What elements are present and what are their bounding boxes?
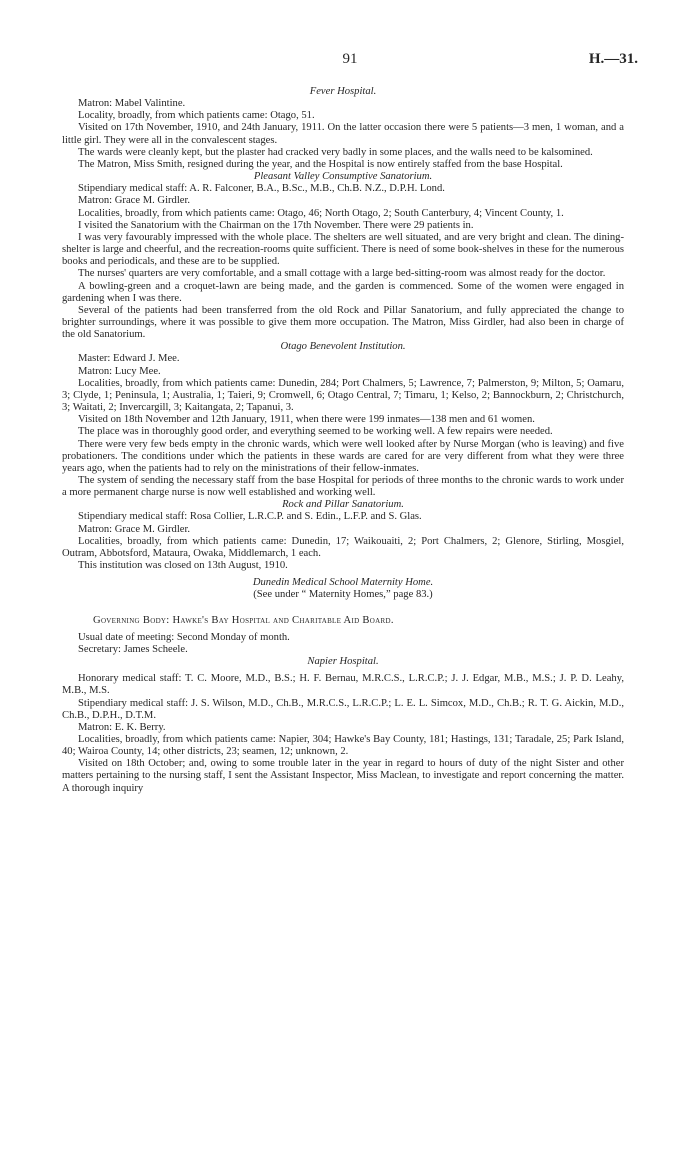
benevolent-heading: Otago Benevolent Institution. [280, 341, 406, 353]
pleasant-nurses: The nurses' quarters are very comfortable, and a small cottage with a large bed-sitting-room was almost ready for the doctor. [78, 268, 606, 280]
benevolent-localities: Localities, broadly, from which patients came: Dunedin, 284; Port Chalmers, 5; Lawrence, 7; Palmerston, 9; Milton, 5; Oamaru, 3; Clyde, 1; Peninsula, 1; Australia, 1; Taieri, 9; Cromwell, 6; Otago Central, 7; Timaru, 1; Kelso, 2; Bannockburn, 2; Christchurch, 3; Waitati, 2; Invercargill, 3; Kaitangata, 2; Tapanui, 3. [62, 377, 624, 414]
benevolent-beds: There were very few beds empty in the chronic wards, which were well looked after by Nurse Morgan (who is leaving) and five probationers. The conditions under which the patients in these wards are cared for are very different from what they were three years ago, when the patients had to rely on the ministrations of their fellow-inmates. [62, 438, 624, 474]
napier-honorary-staff: Honorary medical staff: T. C. Moore, M.D., B.S.; H. F. Bernau, M.R.C.S., L.R.C.P.; J. J. Edgar, M.B., M.S.; J. P. D. Leahy, M.B., M.S. [62, 673, 624, 697]
benevolent-system: The system of sending the necessary staff from the base Hospital for periods of three months to the chronic wards to work under a more permanent charge nurse is now well established and working well. [62, 475, 624, 499]
fever-hospital-heading: Fever Hospital. [309, 86, 377, 97]
fever-locality: Locality, broadly, from which patients came: Otago, 51. [78, 110, 315, 122]
pleasant-transferred: Several of the patients had been transferred from the old Rock and Pillar Sanatorium, and fully appreciated the change to brighter surroundings, where it was possible to give them more occupation. The Matron, Miss Girdler, had also been in charge of the old Sanatorium. [62, 304, 624, 341]
governing-body-heading: Governing Body: Hawke's Bay Hospital and Charitable Aid Board. [93, 614, 394, 626]
page-number: 91 [342, 51, 358, 67]
fever-visited: Visited on 17th November, 1910, and 24th January, 1911. On the latter occasion there were 5 patients—3 men, 1 woman, and a little girl. They were all in the convalescent stages. [62, 122, 624, 146]
rock-closed: This institution was closed on 13th August, 1910. [78, 560, 288, 572]
benevolent-master: Master: Edward J. Mee. [78, 353, 180, 365]
napier-localities: Localities, broadly, from which patients came: Napier, 304; Hawke's Bay County, 181; Hastings, 131; Taradale, 25; Park Island, 40; Wairoa County, 14; other districts, 23; seamen, 12; unknown, 2. [62, 733, 624, 758]
hawkes-secretary: Secretary: James Scheele. [78, 643, 188, 655]
pleasant-matron: Matron: Grace M. Girdler. [78, 195, 191, 207]
pleasant-valley-heading: Pleasant Valley Consumptive Sanatorium. [253, 171, 433, 183]
maternity-note: (See under “ Maternity Homes,” page 83.) [253, 589, 433, 601]
napier-matron: Matron: E. K. Berry. [78, 721, 166, 733]
hawkes-meeting: Usual date of meeting: Second Monday of month. [78, 631, 290, 643]
pleasant-impressed: I was very favourably impressed with the whole place. The shelters are well situated, and are very bright and clean. The dining-shelter is large and cheerful, and the recreation-rooms quite sufficient. There is need of some book-shelves in these for the numerous books and periodicals, and these are to be supplied. [62, 231, 624, 268]
benevolent-visited: Visited on 18th November and 12th January, 1911, when there were 199 inmates—138 men and 61 women. [78, 414, 535, 426]
rock-matron: Matron: Grace M. Girdler. [78, 523, 191, 535]
pleasant-visited: I visited the Sanatorium with the Chairman on the 17th November. There were 29 patients in. [78, 219, 474, 231]
napier-hospital-heading: Napier Hospital. [307, 656, 379, 668]
report-reference: H.—31. [588, 51, 638, 67]
benevolent-order: The place was in thoroughly good order, and everything seemed to be working well. A few repairs were needed. [78, 426, 553, 438]
fever-matron: Matron: Mabel Valintine. [78, 98, 186, 110]
maternity-heading: Dunedin Medical School Maternity Home. [252, 577, 434, 589]
pleasant-bowling: A bowling-green and a croquet-lawn are being made, and the garden is commenced. Some of the women were engaged in gardening when I was there. [62, 280, 624, 304]
napier-stipendiary-staff: Stipendiary medical staff: J. S. Wilson, M.D., Ch.B., M.R.C.S., L.R.C.P.; L. E. L. Simcox, M.D., Ch.B.; R. T. G. Aickin, M.D., Ch.B., D.P.H., D.T.M. [62, 697, 624, 721]
rock-pillar-heading: Rock and Pillar Sanatorium. [282, 499, 404, 511]
fever-wards: The wards were cleanly kept, but the plaster had cracked very badly in some places, and the walls need to be kalsomined. [78, 146, 593, 158]
rock-localities: Localities, broadly, from which patients came: Dunedin, 17; Waikouaiti, 2; Port Chalmers, 2; Glenore, Stirling, Mosgiel, Outram, Abbotsford, Mataura, Owaka, Middlemarch, 1 each. [62, 535, 624, 559]
napier-visited: Visited on 18th October; and, owing to some trouble later in the year in regard to hours of duty of the night Sister and other matters pertaining to the nursing staff, I sent the Assistant Inspector, Miss Maclean, to investigate and report concerning the matter. A thorough inquiry [62, 758, 624, 794]
fever-matron-note: The Matron, Miss Smith, resigned during the year, and the Hospital is now entirely staffed from the base Hospital. [78, 158, 563, 170]
rock-staff: Stipendiary medical staff: Rosa Collier, L.R.C.P. and S. Edin., L.F.P. and S. Glas. [78, 511, 422, 523]
benevolent-matron: Matron: Lucy Mee. [78, 365, 161, 377]
pleasant-localities: Localities, broadly, from which patients came: Otago, 46; North Otago, 2; South Canterbury, 4; Vincent County, 1. [78, 207, 564, 219]
pleasant-staff: Stipendiary medical staff: A. R. Falconer, B.A., B.Sc., M.B., Ch.B. N.Z., D.P.H. Lond. [78, 183, 445, 195]
